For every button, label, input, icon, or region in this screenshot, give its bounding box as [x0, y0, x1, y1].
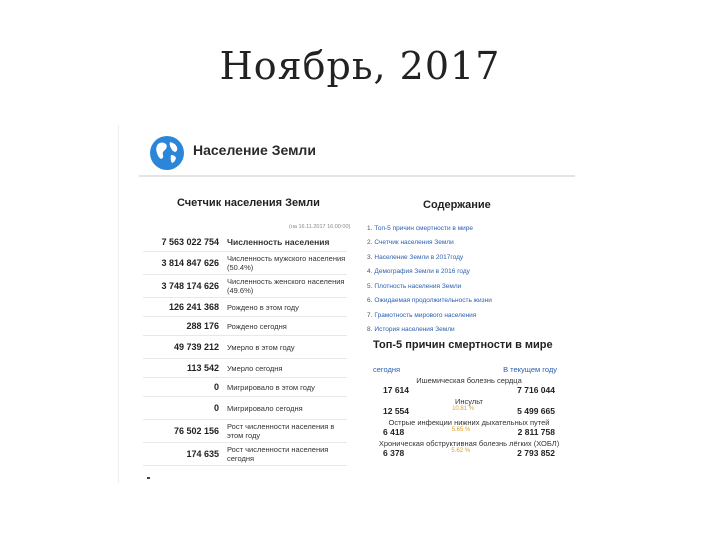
cause-today-value: 6 378	[383, 448, 405, 458]
counter-label: Численность женского населения (49.6%)	[227, 277, 345, 295]
counter-label: Численность мужского населения (50.4%)	[227, 254, 346, 272]
tab-current-year[interactable]: В текущем году	[503, 365, 557, 374]
cause-item	[369, 439, 569, 458]
contents-list	[367, 221, 597, 337]
counter-row	[143, 298, 347, 317]
counter-value: 126 241 368	[168, 302, 219, 312]
tab-today[interactable]: сегодня	[373, 365, 401, 374]
contents-link-label: Плотность населения Земли	[374, 282, 462, 290]
contents-link[interactable]	[367, 221, 597, 236]
causes-title: Топ-5 причин смертности в мире	[373, 339, 553, 351]
cause-percent: 10.81 %	[452, 406, 475, 412]
counter-label: Мигрировало в этом году	[227, 382, 315, 392]
counter-value: 3 814 847 626	[161, 258, 219, 268]
contents-title: Содержание	[423, 199, 491, 211]
cause-values	[369, 427, 569, 437]
contents-number: 7.	[367, 311, 373, 319]
contents-link-label: Счетчик населения Земли	[374, 239, 454, 247]
contents-number: 8.	[367, 326, 373, 334]
cause-today-value: 17 614	[383, 385, 409, 395]
site-header	[139, 129, 575, 177]
counter-row	[143, 252, 347, 275]
contents-number: 2.	[367, 239, 373, 247]
cause-today-value: 12 554	[383, 406, 409, 416]
counter-label: Мигрировало сегодня	[227, 403, 303, 413]
counter-value: 0	[213, 403, 219, 413]
cause-year-value: 5 499 665	[517, 406, 555, 416]
counter-value: 174 635	[186, 449, 219, 459]
causes-tabs	[369, 365, 569, 374]
cause-percent: 5.62 %	[451, 448, 471, 454]
contents-link[interactable]	[367, 294, 597, 309]
contents-number: 4.	[367, 268, 373, 276]
counter-row	[143, 359, 347, 378]
contents-link[interactable]	[367, 250, 597, 265]
contents-number: 1.	[367, 224, 373, 232]
cause-today-value: 6 418	[383, 427, 405, 437]
cause-item	[369, 418, 569, 437]
counter-value: 288 176	[186, 321, 219, 331]
cause-year-value: 2 811 758	[517, 427, 555, 437]
contents-link-label: История населения Земли	[374, 326, 455, 334]
contents-link-label: Топ-5 причин смертности в мире	[374, 224, 474, 232]
cause-values	[369, 448, 569, 458]
globe-icon	[149, 135, 185, 171]
counter-row	[143, 443, 347, 466]
counter-value: 0	[213, 382, 219, 392]
slide-title: Ноябрь, 2017	[219, 44, 501, 88]
cause-values	[369, 406, 569, 416]
site-title[interactable]: Население Земли	[193, 142, 316, 158]
counter-row	[143, 397, 347, 420]
contents-link[interactable]	[367, 265, 597, 280]
counter-title: Счетчик населения Земли	[177, 197, 320, 209]
counter-value: 49 739 212	[173, 342, 219, 352]
cause-name: Инсульт	[454, 397, 483, 406]
contents-link-label: Грамотность мирового населения	[374, 311, 477, 319]
counter-row	[143, 233, 347, 252]
counter-label: Численность населения	[227, 236, 330, 247]
website-screenshot	[118, 125, 605, 483]
contents-number: 3.	[367, 253, 373, 261]
cause-name: Ишемическая болезнь сердца	[416, 376, 522, 385]
contents-link-label: Демография Земли в 2016 году	[374, 268, 470, 276]
counter-value: 3 748 174 626	[161, 281, 219, 291]
cause-item	[369, 397, 569, 416]
contents-link-label: Ожидаемая продолжительность жизни	[374, 297, 492, 305]
cursor-mark	[147, 477, 150, 479]
counter-value: 76 502 156	[173, 426, 219, 436]
causes-list	[369, 376, 569, 458]
cause-item	[369, 376, 569, 395]
counter-label: Рост численности населения сегодня	[227, 445, 329, 463]
counter-label: Рождено сегодня	[227, 321, 287, 331]
cause-name: Хроническая обструктивная болезнь лёгких (ХОБЛ)	[378, 439, 560, 448]
cause-year-value: 2 793 852	[517, 448, 555, 458]
cause-year-value: 7 716 044	[517, 385, 555, 395]
counter-row	[143, 275, 347, 298]
counter-value: 113 542	[186, 363, 219, 373]
counter-table	[143, 233, 347, 466]
contents-number: 5.	[367, 282, 373, 290]
counter-value: 7 563 022 754	[161, 237, 219, 247]
contents-link[interactable]	[367, 236, 597, 251]
counter-timestamp: (на 16.11.2017 16:00:00)	[289, 224, 351, 230]
counter-row	[143, 420, 347, 443]
contents-link[interactable]	[367, 279, 597, 294]
contents-number: 6.	[367, 297, 373, 305]
cause-values	[369, 385, 569, 395]
counter-row	[143, 378, 347, 397]
contents-link-label: Население Земли в 2017году	[374, 253, 464, 261]
counter-row	[143, 336, 347, 359]
cause-name: Острые инфекции нижних дыхательных путей	[388, 418, 550, 427]
cause-percent: 5.65 %	[451, 427, 471, 433]
counter-label: Рождено в этом году	[227, 302, 299, 312]
contents-link[interactable]	[367, 308, 597, 323]
counter-label: Умерло сегодня	[227, 363, 283, 373]
causes-panel	[369, 365, 569, 458]
counter-row	[143, 317, 347, 336]
contents-link[interactable]	[367, 323, 597, 338]
counter-label: Рост численности населения в этом году	[227, 422, 335, 440]
counter-label: Умерло в этом году	[227, 342, 295, 352]
